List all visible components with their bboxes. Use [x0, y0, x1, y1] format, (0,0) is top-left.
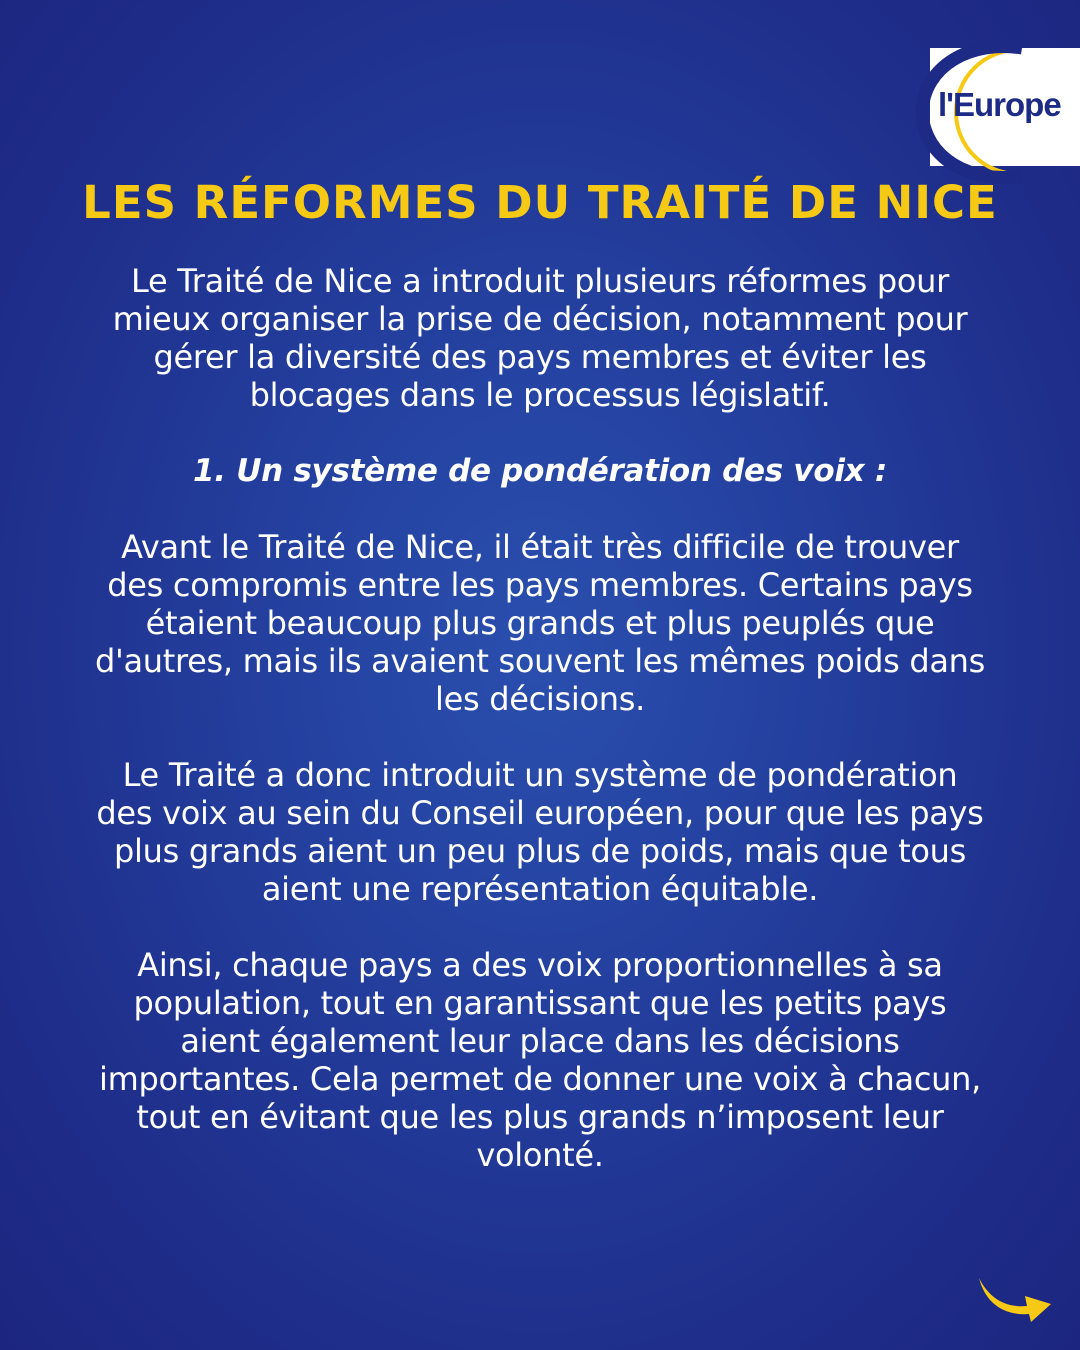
paragraph-conclusion: Ainsi, chaque pays a des voix proportionnelles à sa population, tout en garantissant que les petits pays aient également leur place dans les décisions importantes. Cela permet de donner une voix à chacun, tout en évitant que les plus grands n’imposent leur volonté.	[99, 946, 981, 1174]
main-content	[90, 262, 990, 1212]
curved-arrow-right-icon[interactable]	[975, 1272, 1053, 1324]
section-heading: 1. Un système de pondération des voix :	[193, 453, 887, 489]
logo-text: l'Europe	[938, 86, 1061, 123]
paragraph-context: Avant le Traité de Nice, il était très difficile de trouver des compromis entre les pays membres. Certains pays étaient beaucoup plus grands et plus peuplés que d'autres, mais ils avaient souvent les mêmes poids dans les décisions.	[94, 528, 986, 718]
intro-paragraph: Le Traité de Nice a introduit plusieurs réformes pour mieux organiser la prise de décision, notamment pour gérer la diversité des pays membres et éviter les blocages dans le processus législatif.	[112, 262, 968, 414]
page-title: LES RÉFORMES DU TRAITÉ DE NICE	[82, 176, 998, 229]
paragraph-reform: Le Traité a donc introduit un système de pondération des voix au sein du Conseil européen, pour que les pays plus grands aient un peu plus de poids, mais que tous aient une représentation équitable.	[96, 756, 984, 908]
